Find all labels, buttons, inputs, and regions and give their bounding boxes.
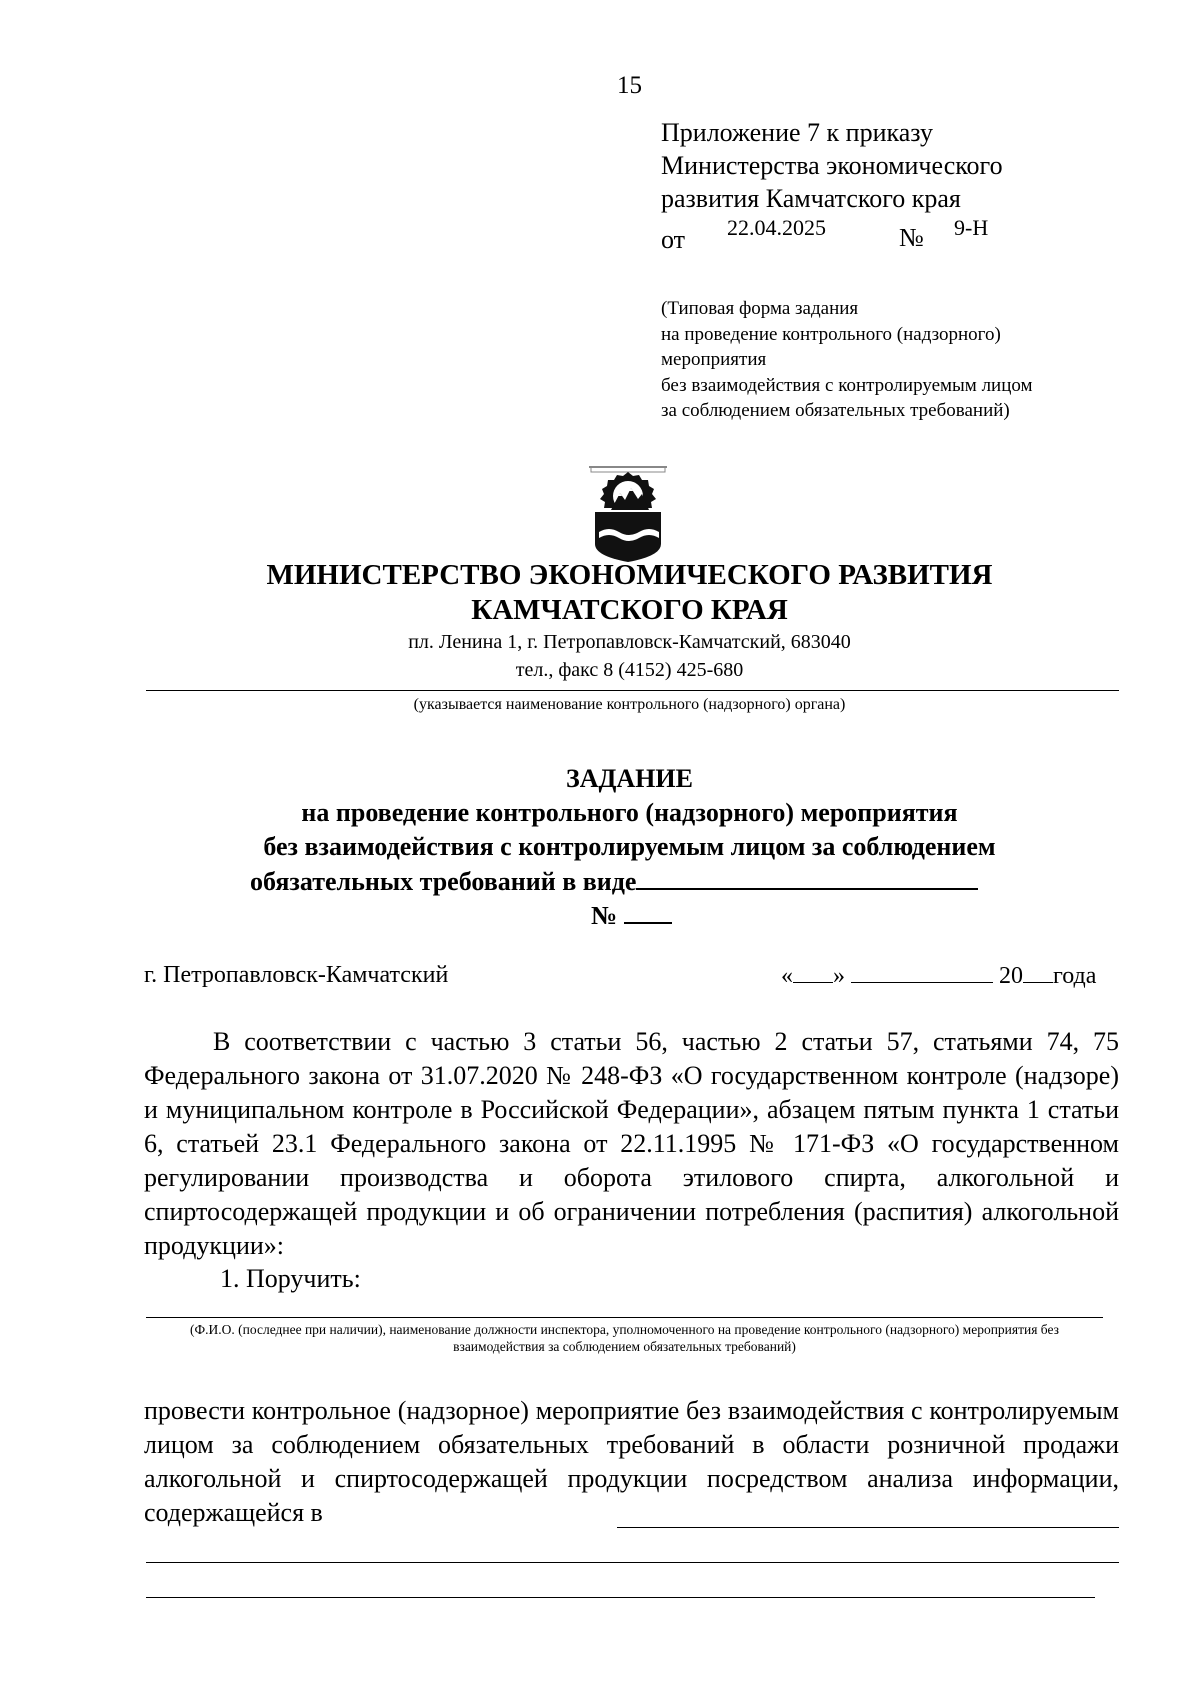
instruction-paragraph: провести контрольное (надзорное) мероприятие без взаимодействия с контролируемым лицом за соблюдением обязательных требований в области розничной продажи алкогольной и спиртосодержащей продукции посредством анализа информации, содержащейся в xyxy=(144,1396,1119,1527)
inspector-blank-line xyxy=(146,1317,1103,1318)
source-blank-line xyxy=(146,1562,1119,1563)
open-quote: « xyxy=(781,963,793,989)
ministry-address: пл. Ленина 1, г. Петропавловск-Камчатский, 683040 xyxy=(408,631,851,653)
form-note-line: без взаимодействия с контролируемым лицом xyxy=(661,374,1033,396)
source-blank-line xyxy=(617,1527,1119,1528)
item-1: 1. Поручить: xyxy=(220,1264,361,1293)
order-number: 9-Н xyxy=(954,215,989,240)
header-divider xyxy=(146,690,1119,691)
number-sign: № xyxy=(899,223,924,252)
appendix-line: развития Камчатского края xyxy=(661,184,961,213)
month-blank xyxy=(851,960,993,983)
task-number-line xyxy=(591,898,672,932)
appendix-date-row xyxy=(661,215,1081,254)
from-label: от xyxy=(661,225,686,254)
date-fill-line xyxy=(781,960,1096,991)
organ-note: (указывается наименование контрольного (надзорного) органа) xyxy=(413,696,846,713)
ministry-phone: тел., факс 8 (4152) 425-680 xyxy=(515,659,744,681)
task-subtitle-line: без взаимодействия с контролируемым лицом за соблюдением xyxy=(263,832,996,861)
source-blank-line xyxy=(146,1597,1095,1598)
task-type-blank xyxy=(636,864,978,890)
inspector-note: (Ф.И.О. (последнее при наличии), наименование должности инспектора, уполномоченного на проведение контрольного (надзорного) мероприятия без взаимодействия за соблюдением обязательных требований) xyxy=(190,1322,1059,1354)
preamble-paragraph: В соответствии с частью 3 статьи 56, частью 2 статьи 57, статьями 74, 75 Федерального закона от 31.07.2020 № 248-ФЗ «О государственном контроле (надзоре) и муниципальном контроле в Российской Федерации», абзацем пятым пункта 1 статьи 6, статьей 23.1 Федерального закона от 22.11.1995 № 171-ФЗ «О государственном регулировании производства и оборота этилового спирта, алкогольной и спиртосодержащей продукции и об ограничении потребления (распития) алкогольной продукции»: xyxy=(144,1027,1119,1260)
year-prefix: 20 xyxy=(999,963,1023,989)
appendix-header xyxy=(661,116,1081,254)
ministry-name: МИНИСТЕРСТВО ЭКОНОМИЧЕСКОГО РАЗВИТИЯ xyxy=(266,559,993,591)
form-note-line: за соблюдением обязательных требований) xyxy=(661,400,1010,421)
city: г. Петропавловск-Камчатский xyxy=(144,962,449,988)
task-title: ЗАДАНИЕ xyxy=(566,764,693,793)
form-note-line: на проведение контрольного (надзорного) xyxy=(661,323,1001,345)
close-quote: » xyxy=(833,963,845,989)
page-number: 15 xyxy=(617,72,642,99)
ministry-name-region: КАМЧАТСКОГО КРАЯ xyxy=(471,594,788,626)
coat-of-arms-icon xyxy=(589,466,667,564)
appendix-line: Приложение 7 к приказу xyxy=(661,118,934,147)
appendix-line: Министерства экономического xyxy=(661,151,1003,180)
form-note xyxy=(661,296,1141,424)
form-note-line: мероприятия xyxy=(661,349,767,370)
form-note-line: (Типовая форма задания xyxy=(661,298,859,319)
year-suffix: года xyxy=(1053,963,1097,989)
task-type-label: обязательных требований в виде xyxy=(250,867,637,896)
order-date: 22.04.2025 xyxy=(727,215,826,240)
task-number-blank xyxy=(624,898,672,924)
day-blank xyxy=(793,960,833,983)
year-blank xyxy=(1023,960,1053,983)
task-subtitle-line: на проведение контрольного (надзорного) мероприятия xyxy=(301,798,958,827)
task-number-sign: № xyxy=(591,901,618,930)
task-type-line xyxy=(250,864,978,898)
